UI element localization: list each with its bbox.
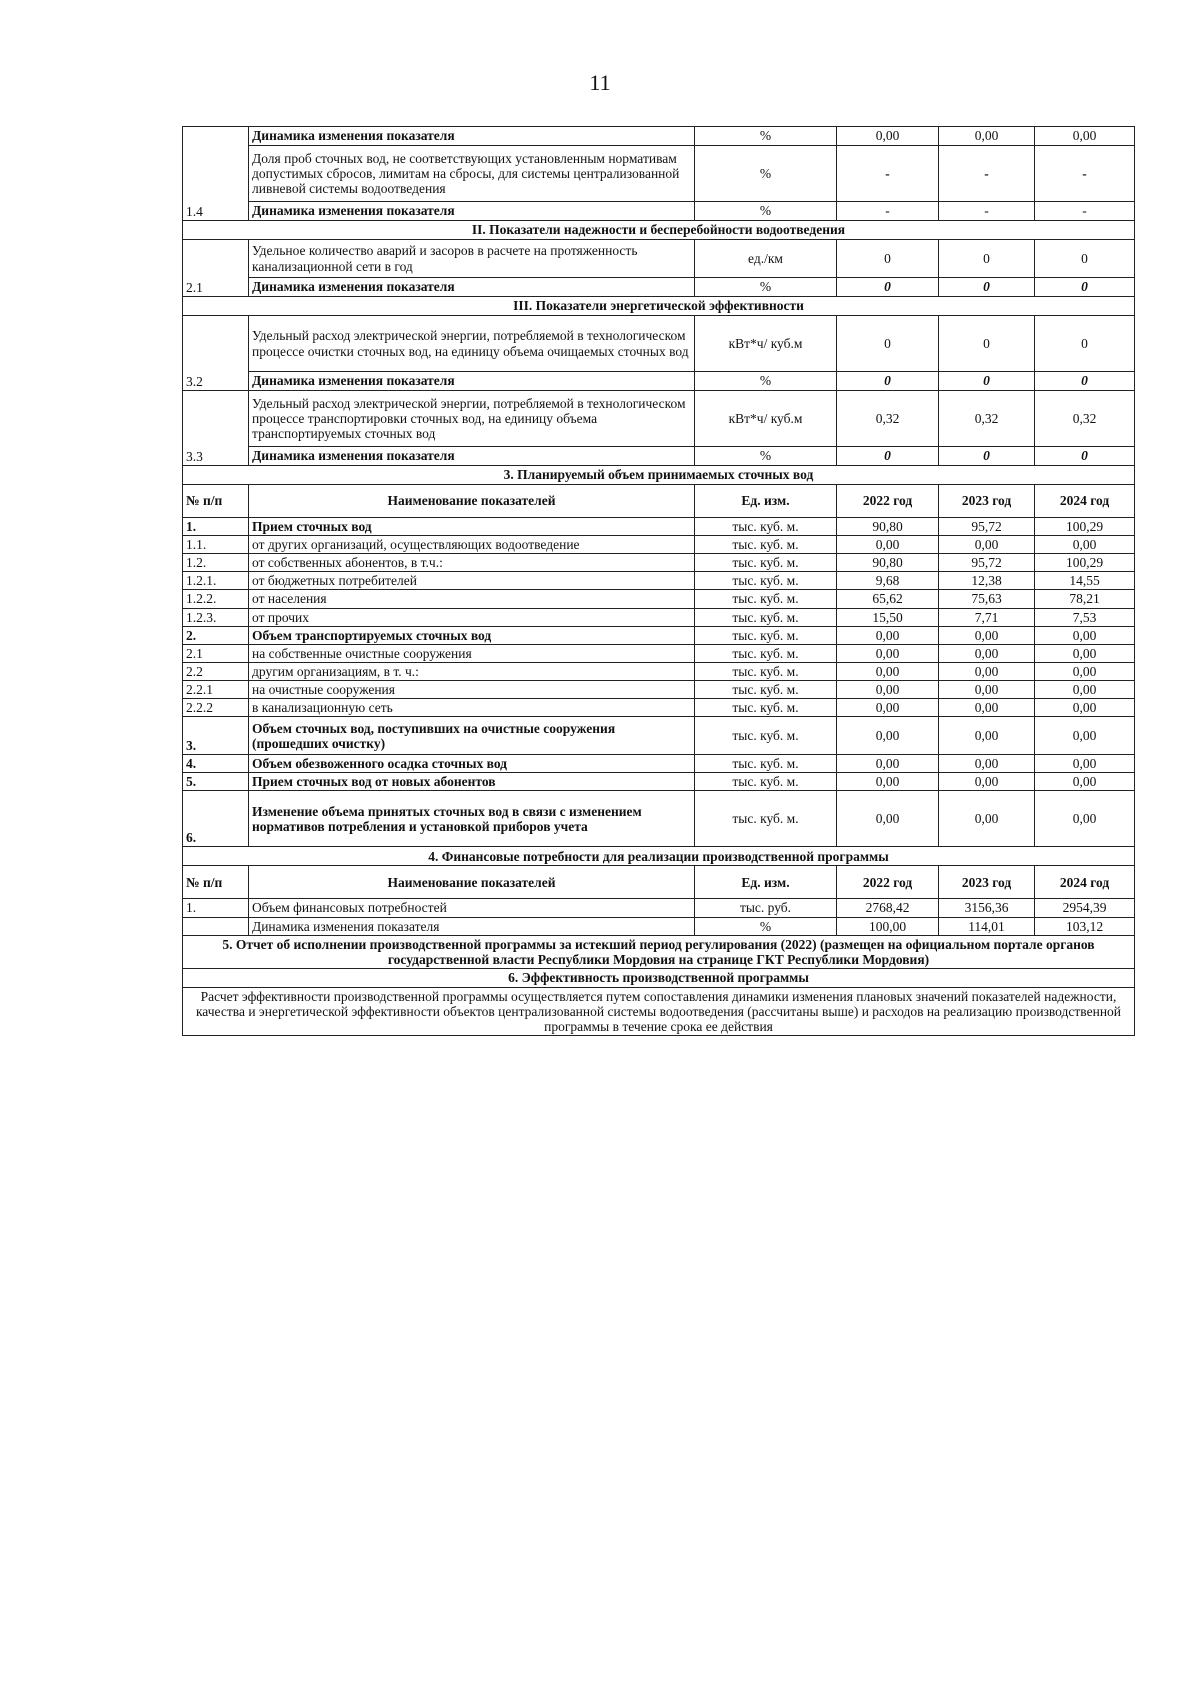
- row-number: 1.1.: [183, 536, 249, 554]
- row-name: Прием сточных вод от новых абонентов: [249, 773, 695, 791]
- section-title-row: [183, 968, 1135, 987]
- value-2023: 0: [939, 278, 1035, 297]
- row-unit: тыс. куб. м.: [695, 755, 837, 773]
- value-2022: 90,80: [837, 518, 939, 536]
- section-title: 3. Планируемый объем принимаемых сточных вод: [183, 466, 1135, 485]
- value-2023: 0,00: [939, 773, 1035, 791]
- row-name: Объем финансовых потребностей: [249, 899, 695, 917]
- value-2023: 0,32: [939, 391, 1035, 447]
- table-row: [183, 608, 1135, 626]
- row-number: 3.2: [183, 316, 249, 391]
- table-row: [183, 146, 1135, 202]
- row-unit: тыс. куб. м.: [695, 699, 837, 717]
- row-name: Удельный расход электрической энергии, потребляемой в технологическом процессе очистки сточных вод, на единицу объема очищаемых сточных вод: [249, 316, 695, 372]
- value-2024: 0: [1035, 240, 1135, 278]
- row-unit: тыс. куб. м.: [695, 662, 837, 680]
- value-2022: 65,62: [837, 590, 939, 608]
- value-2024: 0,00: [1035, 536, 1135, 554]
- value-2024: 0,00: [1035, 699, 1135, 717]
- row-number: 2.: [183, 626, 249, 644]
- section-title-row: [183, 466, 1135, 485]
- section-title: 4. Финансовые потребности для реализации производственной программы: [183, 847, 1135, 866]
- row-name: Динамика изменения показателя: [249, 127, 695, 146]
- row-number: 1.2.2.: [183, 590, 249, 608]
- row-name: Доля проб сточных вод, не соответствующих установленным нормативам допустимых сбросов, лимитам на сбросы, для системы централизованной ливневой системы водоотведения: [249, 146, 695, 202]
- value-2024: -: [1035, 146, 1135, 202]
- value-2024: 0,00: [1035, 755, 1135, 773]
- row-unit: тыс. куб. м.: [695, 680, 837, 698]
- value-2022: 0,00: [837, 791, 939, 847]
- row-unit: тыс. куб. м.: [695, 626, 837, 644]
- value-2023: 0,00: [939, 127, 1035, 146]
- row-name: Динамика изменения показателя: [249, 278, 695, 297]
- value-2024: 0,00: [1035, 773, 1135, 791]
- value-2022: 0,00: [837, 662, 939, 680]
- table-row: [183, 644, 1135, 662]
- value-2022: 0: [837, 316, 939, 372]
- value-2024: 0,00: [1035, 127, 1135, 146]
- value-2023: 0,00: [939, 755, 1035, 773]
- volume-rows: [183, 518, 1135, 847]
- value-2022: 0,00: [837, 127, 939, 146]
- row-unit: тыс. куб. м.: [695, 572, 837, 590]
- table-row: [183, 372, 1135, 391]
- row-name: от бюджетных потребителей: [249, 572, 695, 590]
- value-2024: 0,00: [1035, 680, 1135, 698]
- value-2022: 0: [837, 372, 939, 391]
- value-2024: 0,00: [1035, 717, 1135, 755]
- section-title: II. Показатели надежности и бесперебойности водоотведения: [183, 221, 1135, 240]
- value-2022: 0,00: [837, 644, 939, 662]
- header-row: [183, 485, 1135, 518]
- value-2023: 0,00: [939, 680, 1035, 698]
- table-row: [183, 127, 1135, 146]
- header-year-2023: 2023 год: [939, 866, 1035, 899]
- table-row: [183, 590, 1135, 608]
- value-2022: 0,00: [837, 773, 939, 791]
- value-2023: 0,00: [939, 644, 1035, 662]
- value-2024: 0: [1035, 447, 1135, 466]
- row-unit: %: [695, 447, 837, 466]
- table-row: [183, 791, 1135, 847]
- value-2022: 2768,42: [837, 899, 939, 917]
- table-row: [183, 773, 1135, 791]
- value-2022: 0: [837, 278, 939, 297]
- row-number: 2.2.2: [183, 699, 249, 717]
- value-2024: 0,32: [1035, 391, 1135, 447]
- value-2022: 0,00: [837, 717, 939, 755]
- value-2022: 0,00: [837, 626, 939, 644]
- efficiency-text: Расчет эффективности производственной программы осуществляется путем сопоставления динамики изменения плановых значений показателей надежности, качества и энергетической эффективности объектов централизованной системы водоотведения (рассчитаны выше) и расходов на реализацию производственной программы в течение срока ее действия: [183, 987, 1135, 1035]
- row-name: Объем транспортируемых сточных вод: [249, 626, 695, 644]
- value-2023: 0,00: [939, 662, 1035, 680]
- row-name: от прочих: [249, 608, 695, 626]
- row-number: 2.1: [183, 240, 249, 297]
- header-number: № п/п: [183, 485, 249, 518]
- value-2022: 0,00: [837, 699, 939, 717]
- value-2024: 0,00: [1035, 644, 1135, 662]
- section-title-row: [183, 297, 1135, 316]
- value-2023: 95,72: [939, 518, 1035, 536]
- table-row: [183, 240, 1135, 278]
- value-2024: 103,12: [1035, 917, 1135, 935]
- row-name: Прием сточных вод: [249, 518, 695, 536]
- table-row: [183, 717, 1135, 755]
- row-unit: тыс. куб. м.: [695, 717, 837, 755]
- value-2022: 0: [837, 447, 939, 466]
- section-title: 5. Отчет об исполнении производственной программы за истекший период регулирования (2022) (размещен на официальном портале органов государственной власти Республики Мордовия на странице ГКТ Республики Мордовия): [183, 935, 1135, 968]
- row-unit: тыс. руб.: [695, 899, 837, 917]
- section-title-row: [183, 847, 1135, 866]
- table-row: [183, 572, 1135, 590]
- row-name: Динамика изменения показателя: [249, 447, 695, 466]
- table-row: [183, 680, 1135, 698]
- page-number: 11: [589, 70, 611, 95]
- program-table: [182, 126, 1135, 1036]
- row-number: 1.: [183, 899, 249, 917]
- value-2022: 0,00: [837, 536, 939, 554]
- row-number: 2.1: [183, 644, 249, 662]
- table-row: [183, 278, 1135, 297]
- row-number: 2.2.1: [183, 680, 249, 698]
- row-unit: тыс. куб. м.: [695, 791, 837, 847]
- value-2022: -: [837, 146, 939, 202]
- row-number: [183, 917, 249, 935]
- value-2024: 0,00: [1035, 626, 1135, 644]
- row-unit: тыс. куб. м.: [695, 518, 837, 536]
- table-row: [183, 662, 1135, 680]
- header-year-2024: 2024 год: [1035, 866, 1135, 899]
- table-row: [183, 316, 1135, 372]
- row-unit: ед./км: [695, 240, 837, 278]
- row-name: Динамика изменения показателя: [249, 202, 695, 221]
- row-number: 1.4: [183, 127, 249, 221]
- value-2023: 0: [939, 447, 1035, 466]
- table-row: [183, 536, 1135, 554]
- row-unit: тыс. куб. м.: [695, 773, 837, 791]
- row-unit: %: [695, 372, 837, 391]
- value-2023: 114,01: [939, 917, 1035, 935]
- row-name: Динамика изменения показателя: [249, 917, 695, 935]
- row-name: в канализационную сеть: [249, 699, 695, 717]
- row-number: 5.: [183, 773, 249, 791]
- value-2023: -: [939, 146, 1035, 202]
- value-2023: 3156,36: [939, 899, 1035, 917]
- value-2024: 0: [1035, 372, 1135, 391]
- value-2022: -: [837, 202, 939, 221]
- value-2023: 0,00: [939, 626, 1035, 644]
- row-number: 6.: [183, 791, 249, 847]
- row-name: Удельное количество аварий и засоров в расчете на протяженность канализационной сети в год: [249, 240, 695, 278]
- row-number: 1.2.: [183, 554, 249, 572]
- row-name: на собственные очистные сооружения: [249, 644, 695, 662]
- row-unit: кВт*ч/ куб.м: [695, 391, 837, 447]
- table-row: [183, 447, 1135, 466]
- value-2023: 0,00: [939, 791, 1035, 847]
- section-title-row: [183, 221, 1135, 240]
- row-unit: тыс. куб. м.: [695, 590, 837, 608]
- row-name: другим организациям, в т. ч.:: [249, 662, 695, 680]
- value-2022: 90,80: [837, 554, 939, 572]
- header-year-2023: 2023 год: [939, 485, 1035, 518]
- row-name: Объем обезвоженного осадка сточных вод: [249, 755, 695, 773]
- section-title: 6. Эффективность производственной программы: [183, 968, 1135, 987]
- header-year-2022: 2022 год: [837, 485, 939, 518]
- value-2022: 0: [837, 240, 939, 278]
- row-unit: %: [695, 917, 837, 935]
- row-name: Изменение объема принятых сточных вод в связи с изменением нормативов потребления и установкой приборов учета: [249, 791, 695, 847]
- header-name: Наименование показателей: [249, 866, 695, 899]
- value-2023: -: [939, 202, 1035, 221]
- table-row: [183, 917, 1135, 935]
- table-row: [183, 899, 1135, 917]
- table-row: [183, 202, 1135, 221]
- header-name: Наименование показателей: [249, 485, 695, 518]
- value-2024: 7,53: [1035, 608, 1135, 626]
- value-2024: 0: [1035, 316, 1135, 372]
- section-title-row: [183, 935, 1135, 968]
- value-2024: 2954,39: [1035, 899, 1135, 917]
- row-number: 4.: [183, 755, 249, 773]
- value-2023: 75,63: [939, 590, 1035, 608]
- table-row: [183, 554, 1135, 572]
- table-row: [183, 391, 1135, 447]
- header-number: № п/п: [183, 866, 249, 899]
- value-2024: -: [1035, 202, 1135, 221]
- row-number: 1.2.3.: [183, 608, 249, 626]
- row-unit: тыс. куб. м.: [695, 644, 837, 662]
- row-unit: %: [695, 202, 837, 221]
- value-2023: 7,71: [939, 608, 1035, 626]
- value-2022: 0,00: [837, 680, 939, 698]
- row-number: 2.2: [183, 662, 249, 680]
- row-unit: %: [695, 146, 837, 202]
- row-name: от собственных абонентов, в т.ч.:: [249, 554, 695, 572]
- row-name: от других организаций, осуществляющих водоотведение: [249, 536, 695, 554]
- value-2023: 0,00: [939, 717, 1035, 755]
- value-2024: 100,29: [1035, 518, 1135, 536]
- table-row: [183, 987, 1135, 1035]
- row-number: 1.2.1.: [183, 572, 249, 590]
- row-name: Динамика изменения показателя: [249, 372, 695, 391]
- row-name: Удельный расход электрической энергии, потребляемой в технологическом процессе транспортировки сточных вод, на единицу объема транспортируемых сточных вод: [249, 391, 695, 447]
- row-unit: %: [695, 278, 837, 297]
- value-2024: 78,21: [1035, 590, 1135, 608]
- row-unit: тыс. куб. м.: [695, 536, 837, 554]
- value-2023: 0: [939, 372, 1035, 391]
- value-2023: 0: [939, 316, 1035, 372]
- table-row: [183, 755, 1135, 773]
- value-2024: 0: [1035, 278, 1135, 297]
- row-name: на очистные сооружения: [249, 680, 695, 698]
- value-2024: 0,00: [1035, 791, 1135, 847]
- value-2022: 0,32: [837, 391, 939, 447]
- row-unit: кВт*ч/ куб.м: [695, 316, 837, 372]
- section-title: III. Показатели энергетической эффективности: [183, 297, 1135, 316]
- value-2022: 15,50: [837, 608, 939, 626]
- row-unit: %: [695, 127, 837, 146]
- value-2022: 9,68: [837, 572, 939, 590]
- value-2024: 100,29: [1035, 554, 1135, 572]
- row-unit: тыс. куб. м.: [695, 554, 837, 572]
- value-2023: 0,00: [939, 699, 1035, 717]
- header-year-2022: 2022 год: [837, 866, 939, 899]
- row-name: Объем сточных вод, поступивших на очистные сооружения (прошедших очистку): [249, 717, 695, 755]
- header-row: [183, 866, 1135, 899]
- row-number: 3.3: [183, 391, 249, 466]
- row-name: от населения: [249, 590, 695, 608]
- value-2023: 95,72: [939, 554, 1035, 572]
- table-row: [183, 518, 1135, 536]
- row-number: 3.: [183, 717, 249, 755]
- header-year-2024: 2024 год: [1035, 485, 1135, 518]
- value-2022: 100,00: [837, 917, 939, 935]
- value-2024: 0,00: [1035, 662, 1135, 680]
- value-2023: 0: [939, 240, 1035, 278]
- row-number: 1.: [183, 518, 249, 536]
- row-unit: тыс. куб. м.: [695, 608, 837, 626]
- table-row: [183, 626, 1135, 644]
- value-2023: 12,38: [939, 572, 1035, 590]
- header-unit: Ед. изм.: [695, 485, 837, 518]
- table-row: [183, 699, 1135, 717]
- value-2022: 0,00: [837, 755, 939, 773]
- value-2023: 0,00: [939, 536, 1035, 554]
- header-unit: Ед. изм.: [695, 866, 837, 899]
- value-2024: 14,55: [1035, 572, 1135, 590]
